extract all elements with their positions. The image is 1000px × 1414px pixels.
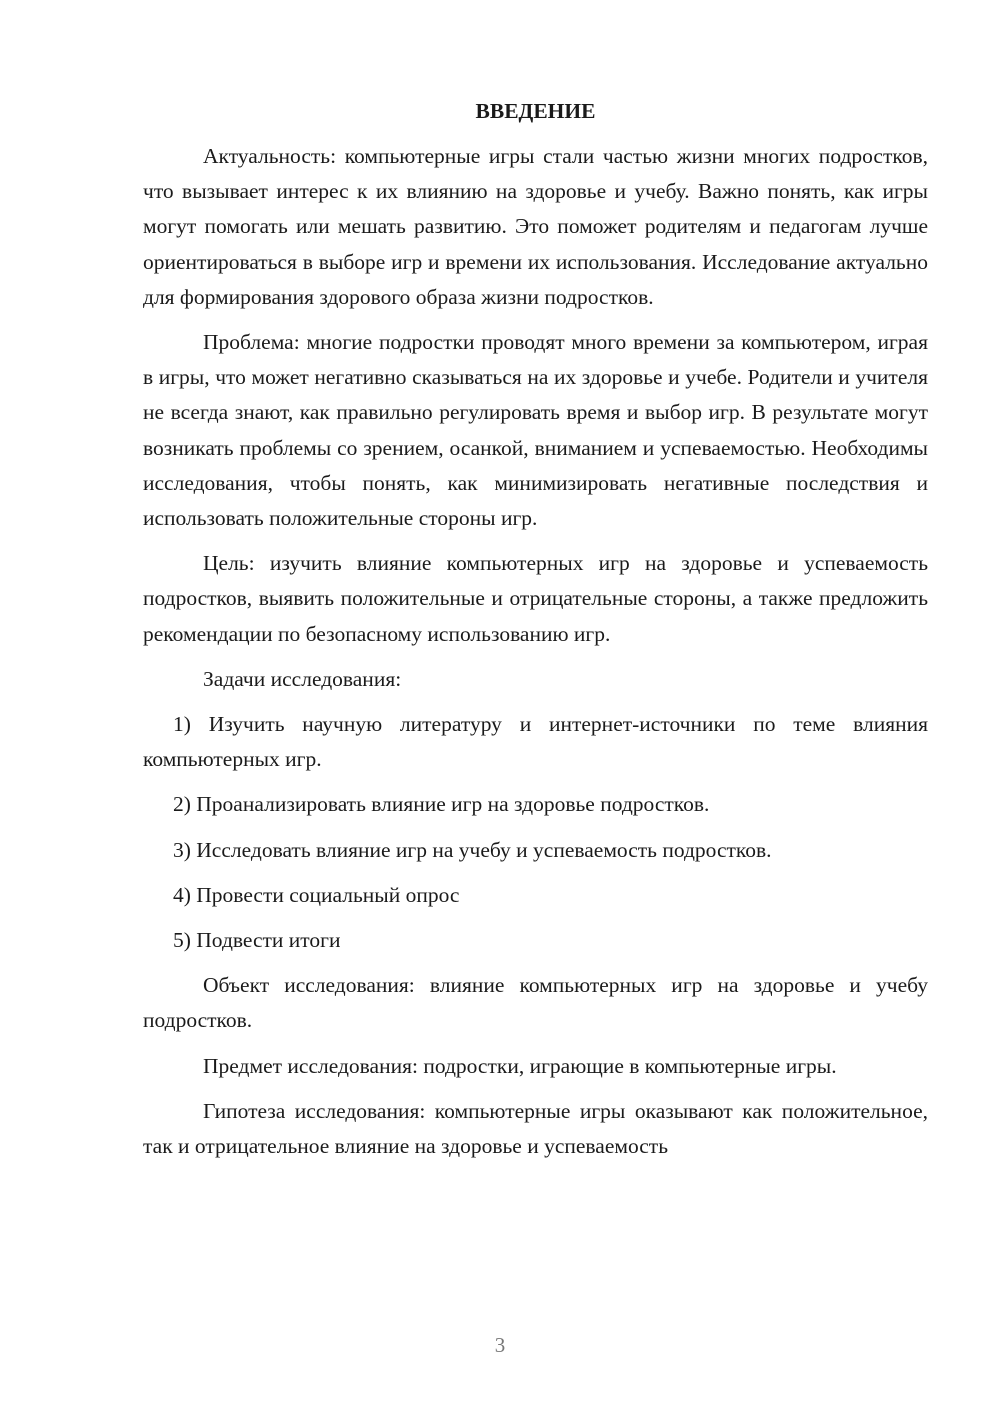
task-item: 3) Исследовать влияние игр на учебу и успеваемость подростков. <box>173 837 772 862</box>
paragraph-problem: Проблема: многие подростки проводят много времени за компьютером, играя в игры, что может негативно сказываться на их здоровье и учебе. Родители и учителя не всегда знают, как правильно регулировать время и выбор игр. В результате могут возникать проблемы со зрением, осанкой, вниманием и успеваемостью. Необходимы исследования, чтобы понять, как минимизировать негативные последствия и использовать положительные стороны игр. <box>143 330 928 531</box>
task-item: 1) Изучить научную литературу и интернет-источники по теме влияния компьютерных игр. <box>143 712 928 772</box>
page-number: 3 <box>494 1333 506 1357</box>
task-item: 4) Провести социальный опрос <box>173 882 460 907</box>
task-item: 5) Подвести итоги <box>173 928 341 953</box>
paragraph-goal: Цель: изучить влияние компьютерных игр на здоровье и успеваемость подростков, выявить положительные и отрицательные стороны, а также предложить рекомендации по безопасному использованию игр. <box>143 551 928 646</box>
page-content <box>143 94 928 1174</box>
paragraph-subject: Предмет исследования: подростки, играющие в компьютерные игры. <box>203 1053 837 1078</box>
paragraph-object: Объект исследования: влияние компьютерных игр на здоровье и учебу подростков. <box>143 973 928 1033</box>
task-item: 2) Проанализировать влияние игр на здоровье подростков. <box>173 792 710 817</box>
paragraph-relevance: Актуальность: компьютерные игры стали частью жизни многих подростков, что вызывает интерес к их влиянию на здоровье и учебу. Важно понять, как игры могут помогать или мешать развитию. Это поможет родителям и педагогам лучше ориентироваться в выборе игр и времени их использования. Исследование актуально для формирования здорового образа жизни подростков. <box>143 144 928 309</box>
page-title: ВВЕДЕНИЕ <box>475 99 596 123</box>
tasks-heading: Задачи исследования: <box>203 666 402 691</box>
paragraph-hypothesis: Гипотеза исследования: компьютерные игры оказывают как положительное, так и отрицательное влияние на здоровье и успеваемость <box>143 1098 928 1159</box>
